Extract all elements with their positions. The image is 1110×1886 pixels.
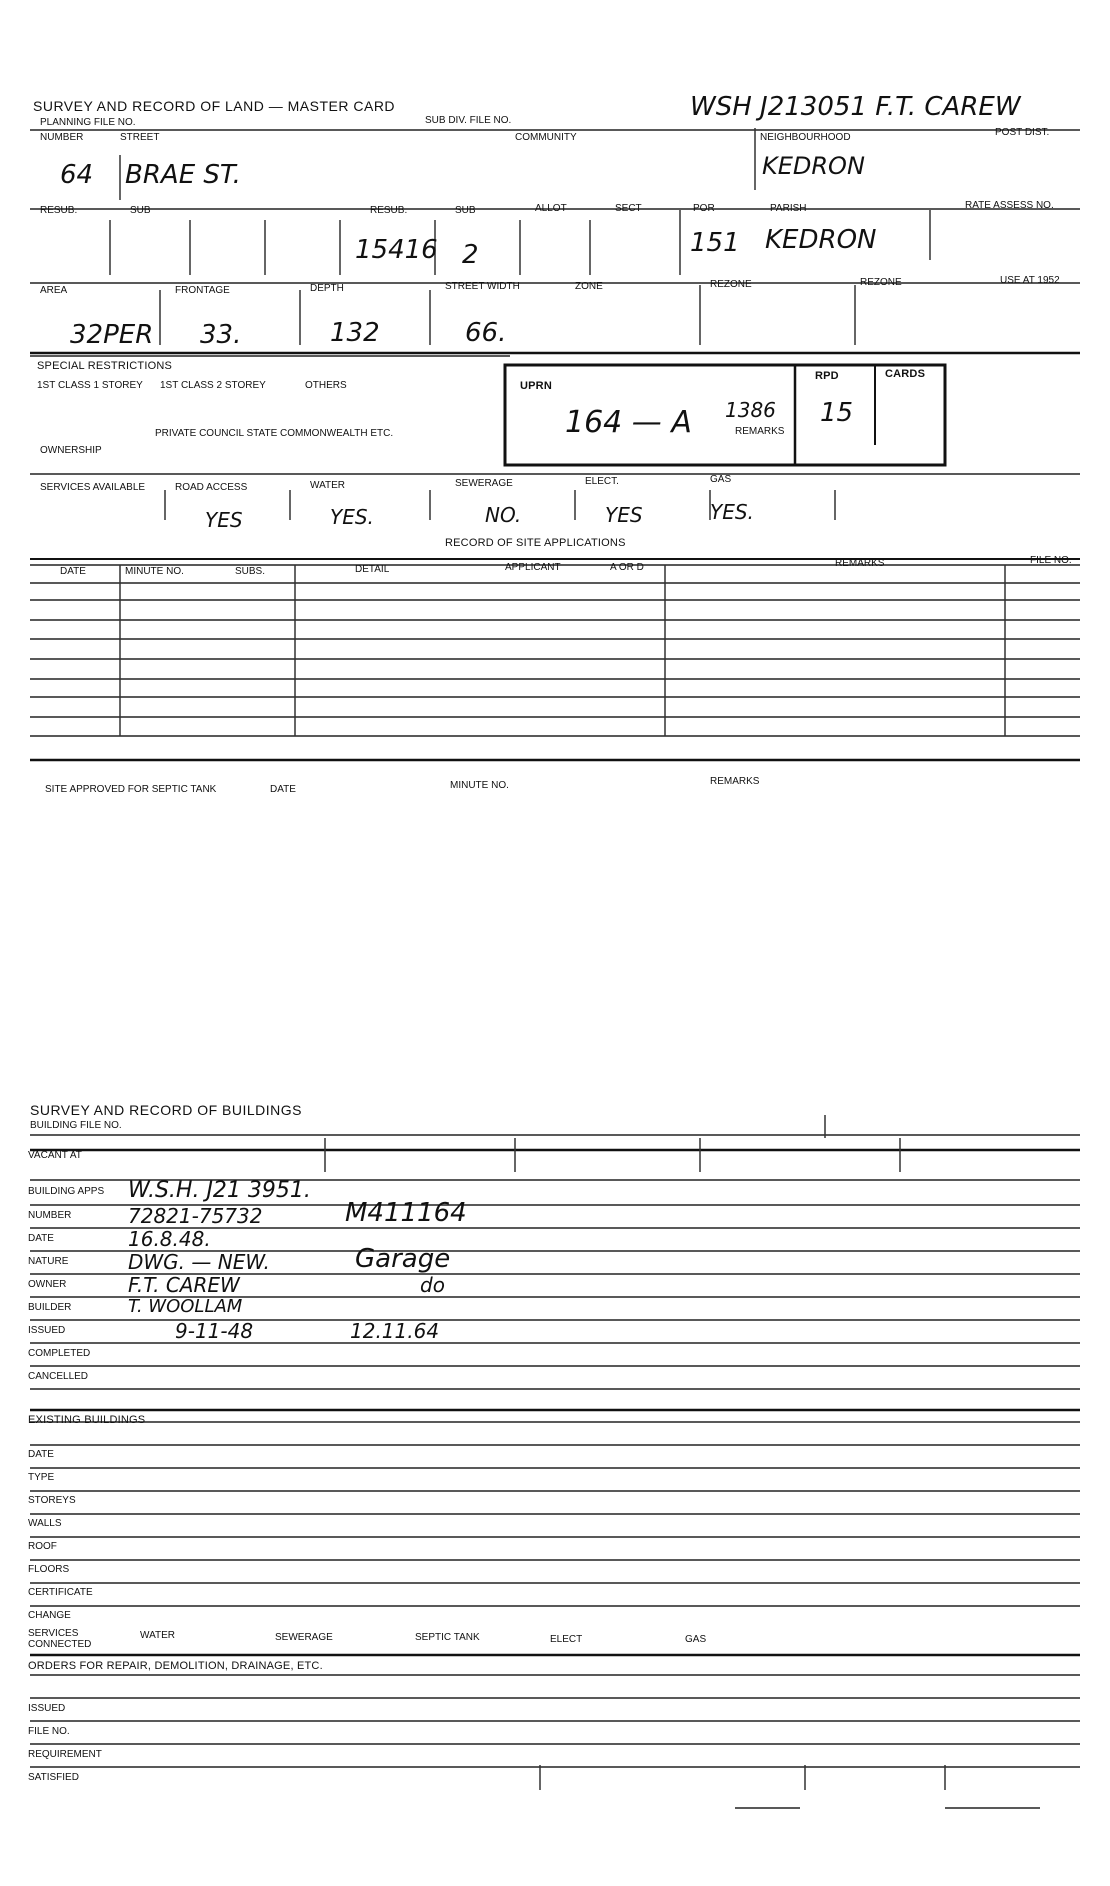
label-b-completed: COMPLETED — [28, 1348, 91, 1359]
label-b-cancelled: CANCELLED — [28, 1371, 89, 1382]
label-sect: SECT — [615, 203, 642, 214]
label-frontage: FRONTAGE — [175, 285, 230, 296]
col-minute-no: MINUTE NO. — [125, 566, 184, 577]
label-special-restrictions: SPECIAL RESTRICTIONS — [37, 360, 173, 372]
value-b-builder: T. WOOLLAM — [128, 1296, 243, 1317]
label-number: NUMBER — [40, 132, 84, 143]
label-septic: SITE APPROVED FOR SEPTIC TANK — [45, 784, 217, 795]
col-applicant: APPLICANT — [505, 562, 561, 573]
value-b-number-2: M411164 — [345, 1198, 467, 1228]
label-class2: 1ST CLASS 2 STOREY — [160, 380, 266, 391]
value-uprn: 164 — A — [565, 405, 692, 440]
value-b-owner: F.T. CAREW — [128, 1273, 240, 1297]
col-detail: DETAIL — [355, 564, 390, 575]
header-handwriting: WSH J213051 F.T. CAREW — [690, 92, 1021, 122]
value-resub: 15416 — [355, 235, 438, 265]
label-street-width: STREET WIDTH — [445, 281, 520, 292]
value-por: 151 — [690, 228, 740, 258]
label-services-connected: SERVICES CONNECTED — [28, 1628, 92, 1650]
label-ownership: OWNERSHIP — [40, 445, 102, 456]
value-sub: 2 — [462, 240, 479, 270]
value-area: 32PER — [70, 320, 154, 350]
label-road-access: ROAD ACCESS — [175, 482, 248, 493]
label-remarks-box: REMARKS — [735, 426, 785, 437]
label-rpd: RPD — [815, 370, 839, 382]
label-street: STREET — [120, 132, 160, 143]
col-subs: SUBS. — [235, 566, 266, 577]
label-o-issued: ISSUED — [28, 1703, 66, 1714]
label-use-at: USE AT 1952 — [1000, 275, 1060, 286]
value-depth: 132 — [330, 318, 380, 348]
label-s-septic-tank: SEPTIC TANK — [415, 1632, 480, 1643]
label-e-walls: WALLS — [28, 1518, 62, 1529]
label-e-change: CHANGE — [28, 1610, 71, 1621]
value-building-apps: W.S.H. J21 3951. — [128, 1178, 311, 1203]
value-street: BRAE ST. — [125, 160, 241, 190]
label-cards: CARDS — [885, 368, 926, 380]
value-b-issued-2: 12.11.64 — [350, 1319, 440, 1343]
label-zone: ZONE — [575, 281, 603, 292]
label-resub-2: RESUB. — [370, 205, 408, 216]
label-record-of-site: RECORD OF SITE APPLICATIONS — [445, 537, 626, 549]
card1-title: SURVEY AND RECORD OF LAND — MASTER CARD — [33, 98, 396, 114]
label-sub-2: SUB — [455, 205, 476, 216]
value-elect: YES — [605, 503, 643, 527]
value-water: YES. — [330, 505, 374, 529]
label-parish: PARISH — [770, 203, 807, 214]
label-area: AREA — [40, 285, 68, 296]
label-b-builder: BUILDER — [28, 1302, 72, 1313]
planning-file-label: PLANNING FILE NO. — [40, 117, 136, 128]
label-rezone: REZONE — [710, 279, 752, 290]
label-existing-buildings: EXISTING BUILDINGS — [28, 1414, 146, 1426]
value-b-nature-2: Garage — [355, 1244, 451, 1274]
label-s-elect: ELECT — [550, 1634, 583, 1645]
label-building-apps: BUILDING APPS — [28, 1186, 105, 1197]
label-vacant-at: VACANT AT — [28, 1150, 82, 1161]
label-b-date: DATE — [28, 1233, 54, 1244]
col-file-no: FILE NO. — [1030, 555, 1072, 566]
label-b-owner: OWNER — [28, 1279, 67, 1290]
label-septic-date: DATE — [270, 784, 296, 795]
label-community: COMMUNITY — [515, 132, 577, 143]
value-parish: KEDRON — [765, 225, 877, 255]
value-neighbourhood: KEDRON — [762, 152, 865, 180]
label-septic-minute: MINUTE NO. — [450, 780, 509, 791]
label-e-storeys: STOREYS — [28, 1495, 76, 1506]
label-e-roof: ROOF — [28, 1541, 57, 1552]
label-b-number: NUMBER — [28, 1210, 72, 1221]
label-elect: ELECT. — [585, 476, 619, 487]
value-b-date: 16.8.48. — [128, 1227, 211, 1251]
value-gas: YES. — [710, 500, 754, 524]
label-rezone-2: REZONE — [860, 277, 902, 288]
value-road-access: YES — [205, 508, 243, 532]
value-street-width: 66. — [465, 318, 507, 348]
label-sewerage: SEWERAGE — [455, 478, 513, 489]
label-others: OTHERS — [305, 380, 347, 391]
label-depth: DEPTH — [310, 283, 344, 294]
label-o-satisfied: SATISFIED — [28, 1772, 79, 1783]
col-remarks: REMARKS — [835, 558, 885, 569]
col-date: DATE — [60, 566, 86, 577]
label-e-date: DATE — [28, 1449, 54, 1460]
label-b-issued: ISSUED — [28, 1325, 66, 1336]
label-b-nature: NATURE — [28, 1256, 69, 1267]
label-services-available: SERVICES AVAILABLE — [40, 482, 146, 493]
label-post-dist: POST DIST. — [995, 127, 1050, 138]
col-a-or-d: A OR D — [610, 562, 644, 573]
value-b-owner-2: do — [420, 1273, 445, 1297]
label-s-sewerage: SEWERAGE — [275, 1632, 333, 1643]
card2-title: SURVEY AND RECORD OF BUILDINGS — [30, 1102, 302, 1118]
label-water: WATER — [310, 480, 345, 491]
label-s-gas: GAS — [685, 1634, 707, 1645]
label-por: POR — [693, 203, 715, 214]
value-frontage: 33. — [200, 320, 242, 350]
label-resub: RESUB. — [40, 205, 78, 216]
label-o-file: FILE NO. — [28, 1726, 70, 1737]
label-s-water: WATER — [140, 1630, 175, 1641]
label-rate-assess: RATE ASSESS NO. — [965, 200, 1054, 211]
label-orders: ORDERS FOR REPAIR, DEMOLITION, DRAINAGE, ETC. — [28, 1660, 323, 1672]
label-gas: GAS — [710, 474, 732, 485]
label-class1: 1ST CLASS 1 STOREY — [37, 380, 143, 391]
label-septic-remarks: REMARKS — [710, 776, 760, 787]
value-number: 64 — [60, 160, 94, 190]
value-b-nature-1: DWG. — NEW. — [128, 1250, 270, 1274]
value-sewerage: NO. — [485, 503, 522, 527]
label-ownership-types: PRIVATE COUNCIL STATE COMMONWEALTH ETC. — [155, 428, 394, 439]
value-uprn-extra: 1386 — [725, 398, 776, 422]
label-uprn: UPRN — [520, 380, 552, 392]
value-b-issued-1: 9-11-48 — [175, 1319, 254, 1343]
value-b-number-1: 72821-75732 — [128, 1204, 263, 1228]
label-sub: SUB — [130, 205, 151, 216]
label-neighbourhood: NEIGHBOURHOOD — [760, 132, 851, 143]
label-o-requirement: REQUIREMENT — [28, 1749, 102, 1760]
subdiv-file-label: SUB DIV. FILE NO. — [425, 115, 512, 126]
label-e-floors: FLOORS — [28, 1564, 70, 1575]
building-file-label: BUILDING FILE NO. — [30, 1120, 122, 1131]
label-allot: ALLOT — [535, 203, 567, 214]
label-e-type: TYPE — [28, 1472, 55, 1483]
label-e-certificate: CERTIFICATE — [28, 1587, 93, 1598]
value-rpd: 15 — [820, 398, 854, 428]
